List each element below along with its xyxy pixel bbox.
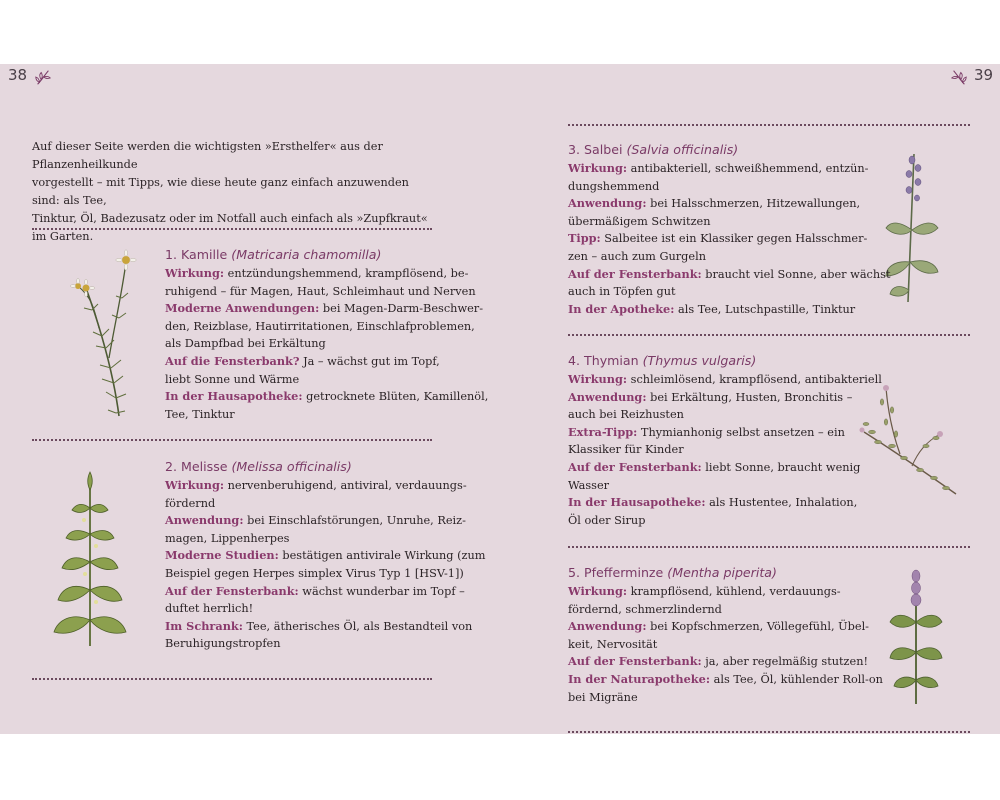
entry-line: Tee, Tinktur — [165, 407, 235, 421]
entry-title: 1. Kamille (Matricaria chamomilla) — [165, 247, 382, 262]
entry-title: 4. Thymian (Thymus vulgaris) — [568, 353, 757, 368]
entry-line: Auf der Fensterbank: ja, aber regelmäßig stutzen! — [568, 654, 869, 669]
page-number-right: 39 — [974, 66, 994, 84]
dotted-divider — [32, 228, 432, 230]
entry-line: Beispiel gegen Herpes simplex Virus Typ 1 [HSV-1]) — [165, 566, 464, 580]
entry-line: magen, Lippenherpes — [165, 531, 290, 545]
entry-line: fördernd — [165, 496, 216, 510]
entry-line: Tipp: Salbeitee ist ein Klassiker gegen Halsschmer- — [568, 231, 868, 246]
flower-head — [70, 250, 136, 297]
entry-line: Wirkung: nervenberuhigend, antiviral, verdauungs- — [165, 478, 467, 492]
entry-title: 3. Salbei (Salvia officinalis) — [568, 142, 739, 157]
entry-line: Wirkung: antibakteriell, schweißhemmend, entzün- — [568, 161, 869, 175]
entry-line: Klassiker für Kinder — [568, 443, 684, 457]
entry-line: übermäßigem Schwitzen — [568, 214, 711, 228]
entry-sage — [568, 141, 891, 318]
entry-line: auch bei Reizhusten — [568, 408, 684, 422]
intro-line: Tinktur, Öl, Badezusatz oder im Notfall auch einfach als »Zupfkraut« im Garten. — [32, 212, 428, 243]
entry-line: Auf die Fensterbank? Ja – wächst gut im Topf, — [165, 353, 440, 368]
entry-line: Öl oder Sirup — [568, 513, 646, 527]
peppermint-illustration — [888, 568, 944, 706]
entry-line: In der Hausapotheke: getrocknete Blüten, Kamillenöl, — [165, 389, 489, 404]
entry-line: Beruhigungstropfen — [165, 637, 281, 651]
sprig-icon — [34, 68, 52, 86]
entry-line: zen – auch zum Gurgeln — [568, 249, 706, 263]
entry-line: duftet herrlich! — [165, 602, 254, 616]
entry-line: In der Apotheke: als Tee, Lutschpastille, Tinktur — [568, 301, 856, 316]
chamomile-illustration — [64, 248, 150, 418]
dotted-divider — [568, 334, 970, 336]
dotted-divider — [568, 546, 970, 548]
entry-line: als Dampfbad bei Erkältung — [165, 337, 326, 351]
entry-line: In der Hausapotheke: als Hustentee, Inhalation, — [568, 495, 858, 510]
entry-thyme — [568, 352, 882, 529]
entry-line: Auf der Fensterbank: liebt Sonne, braucht wenig — [568, 459, 861, 474]
entry-line: Moderne Studien: bestätigen antivirale Wirkung (zum — [165, 548, 486, 563]
dotted-divider — [568, 731, 970, 733]
entry-line: Im Schrank: Tee, ätherisches Öl, als Bestandteil von — [165, 618, 473, 633]
intro-line: Auf dieser Seite werden die wichtigsten »Ersthelfer« aus der Pflanzenheilkunde — [32, 140, 383, 171]
entry-title: 5. Pfefferminze (Mentha piperita) — [568, 565, 777, 580]
entry-lemon-balm — [165, 458, 485, 653]
page-number-left: 38 — [8, 66, 28, 84]
entry-line: Anwendung: bei Halsschmerzen, Hitzewallungen, — [568, 196, 861, 211]
dotted-divider — [32, 678, 432, 680]
entry-line: Anwendung: bei Kopfschmerzen, Völlegefühl, Übel- — [568, 619, 870, 634]
entry-line: Moderne Anwendungen: bei Magen-Darm-Beschwer- — [165, 301, 484, 316]
entry-line: Extra-Tipp: Thymianhonig selbst ansetzen – ein — [568, 424, 845, 439]
entry-line: dungshemmend — [568, 179, 660, 193]
entry-line: keit, Nervosität — [568, 637, 658, 651]
entry-line: ruhigend – für Magen, Haut, Schleimhaut und Nerven — [165, 284, 476, 298]
intro-line: vorgestellt – mit Tipps, wie diese heute ganz einfach anzuwenden sind: als Tee, — [32, 176, 409, 207]
sage-illustration — [884, 150, 940, 304]
entry-line: bei Migräne — [568, 690, 638, 704]
entry-line: liebt Sonne und Wärme — [165, 372, 300, 386]
entry-line: Auf der Fensterbank: braucht viel Sonne, aber wächst — [568, 266, 891, 281]
entry-peppermint — [568, 564, 883, 706]
entry-line: Anwendung: bei Einschlafstörungen, Unruhe, Reiz- — [165, 513, 466, 528]
entry-line: Anwendung: bei Erkältung, Husten, Bronchitis – — [568, 389, 853, 404]
entry-line: Wirkung: krampflösend, kühlend, verdauungs- — [568, 584, 841, 598]
entry-line: auch in Töpfen gut — [568, 285, 676, 299]
sprig-icon — [950, 68, 968, 86]
entry-line: den, Reizblase, Hautirritationen, Einschlafproblemen, — [165, 319, 475, 333]
lemon-balm-illustration — [52, 470, 128, 648]
dotted-divider — [32, 439, 432, 441]
entry-title: 2. Melisse (Melissa officinalis) — [165, 459, 352, 474]
entry-line: Wasser — [568, 478, 610, 492]
entry-line: Wirkung: entzündungshemmend, krampflösend, be- — [165, 266, 469, 280]
entry-chamomile — [165, 246, 488, 423]
entry-line: Auf der Fensterbank: wächst wunderbar im Topf – — [165, 583, 465, 598]
entry-line: Wirkung: schleimlösend, krampflösend, antibakteriell — [568, 372, 882, 386]
dotted-divider — [568, 124, 970, 126]
entry-line: fördernd, schmerzlindernd — [568, 602, 722, 616]
entry-line: In der Naturapotheke: als Tee, Öl, kühlender Roll-on — [568, 671, 883, 686]
